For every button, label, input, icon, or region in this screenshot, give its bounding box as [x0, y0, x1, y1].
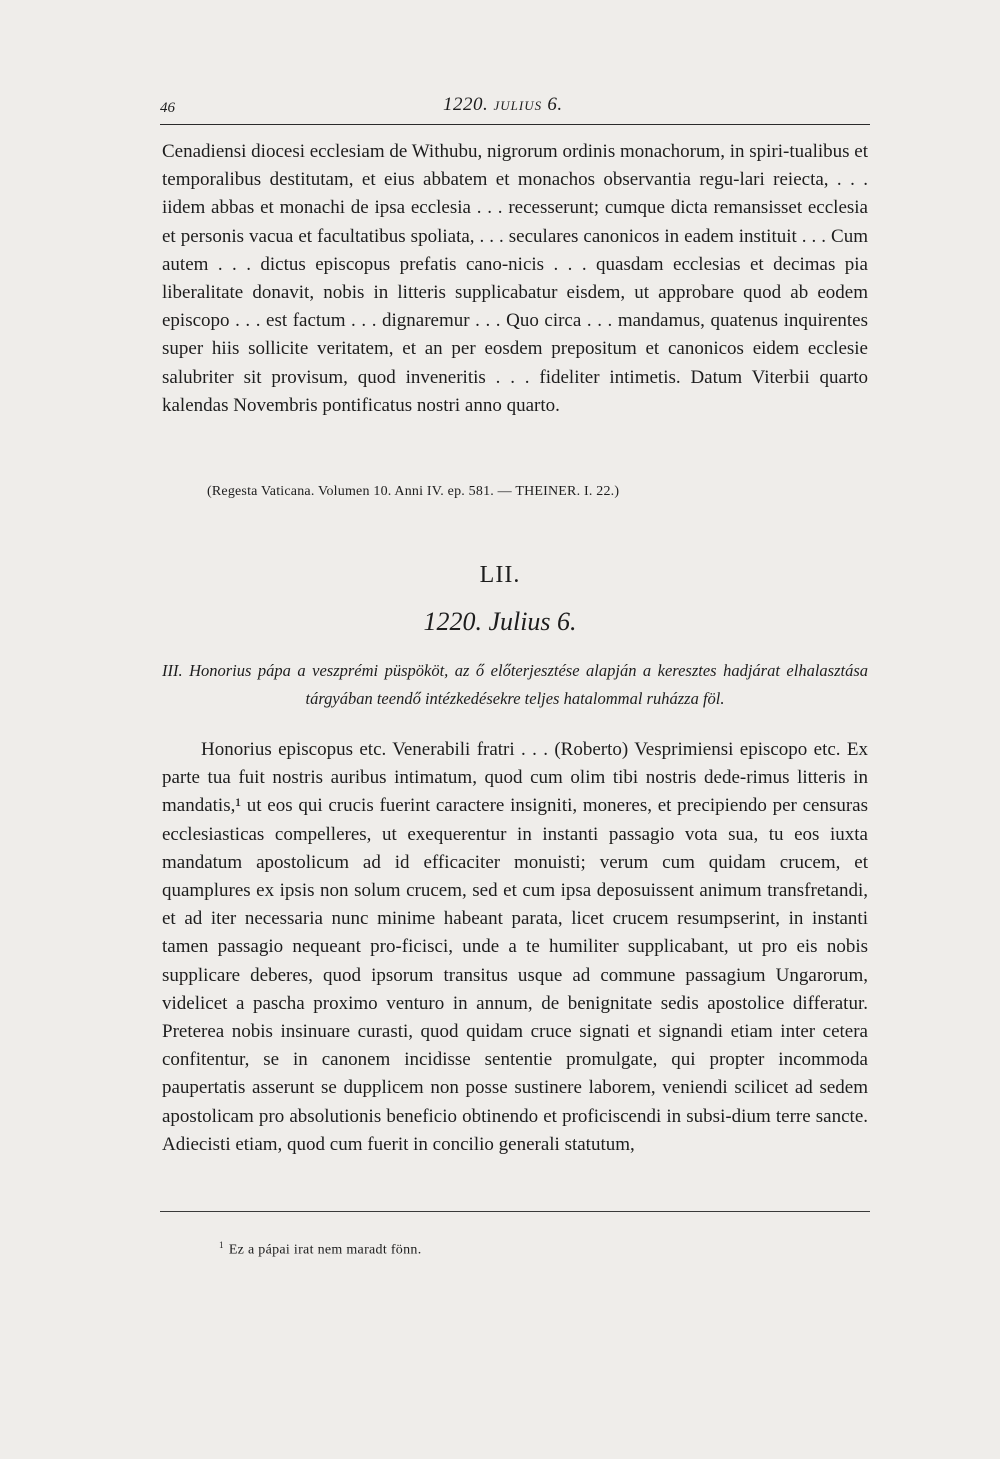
running-head-year: 1220.	[443, 94, 489, 115]
footnote-text: Ez a pápai irat nem maradt fönn.	[228, 1242, 422, 1258]
source-citation: (Regesta Vaticana. Volumen 10. Anni IV. ep. 581. — THEINER. I. 22.)	[207, 484, 620, 499]
page-header	[160, 88, 870, 125]
footnote	[219, 1240, 422, 1259]
document-regest: III. Honorius pápa a veszprémi püspököt, az ő előterjesztése alapján a keresztes hadjárat elhalasztása tárgyában teendő intézkedésekre teljes hatalommal ruházza föl.	[162, 661, 868, 708]
page-number: 46	[160, 100, 175, 116]
document-date: 1220. Julius 6.	[423, 607, 577, 636]
footnote-divider	[160, 1211, 870, 1212]
footnote-marker: 1	[219, 1240, 224, 1250]
running-head-month: JULIUS	[493, 98, 543, 113]
running-head	[443, 94, 563, 116]
document-text: Honorius episcopus etc. Venerabili fratri . . . (Roberto) Vesprimiensi episcopo etc. Ex parte tua fuit nostris auribus intimatum, quod cum olim tibi nostris dede-rimus litteris in mandatis,¹ ut eos qui crucis fuerint caractere insigniti, moneres, et precipiendo per censuras ecclesiasticas compelleres, ut exequerentur in instanti passagio vota sua, tu eos iuxta mandatum apostolicum ad id efficaciter monuisti; verum cum quidam crucem, et quamplures ex ipsis non solum crucem, sed et cum ipsa deposuissent animum transfretandi, et ad iter necessaria nunc minime habeant parata, licet crucem resumpserint, in instanti tamen passagio nequeant pro-ficisci, unde a te humiliter supplicabant, ut pro eis nobis supplicare deberes, quod ipsorum transitus usque ad commune passagium Ungarorum, videlicet a pascha proximo venturo in annum, de benignitate sedis apostolice differatur. Preterea nobis insinuare curasti, quod quidam cruce signati et signandi etiam inter cetera confitentur, se in canonem incidisse sententie promulgate, qui propter incommoda paupertatis asserunt se dupplicem non posse sustinere laborem, veniendi scilicet ad sedem apostolicam pro absolutionis beneficio obtinendo et proficiscendi in subsi-dium terre sancte. Adiecisti etiam, quod cum fuerit in concilio generali statutum,	[162, 739, 868, 1155]
running-head-day: 6.	[547, 94, 563, 115]
document-number: LII.	[479, 562, 521, 588]
continuation-paragraph: Cenadiensi diocesi ecclesiam de Withubu, nigrorum ordinis monachorum, in spiri-tualibus et temporalibus destitutam, et eius abbatem et monachos observantia regu-lari reiecta, . . . iidem abbas et monachi de ipsa ecclesia . . . recesserunt; cumque dicta remansisset ecclesia et personis vacua et facultatibus spoliata, . . . seculares canonicos in eadem instituit . . . Cum autem . . . dictus episcopus prefatis cano-nicis . . . quasdam ecclesias et decimas pia liberalitate donavit, nobis in litteris supplicabatur eisdem, ut approbare quod ab eodem episcopo . . . est factum . . . dignaremur . . . Quo circa . . . mandamus, quatenus inquirentes super hiis sollicite veritatem, et an per eosdem prepositum et canonicos eidem ecclesie salubriter sit provisum, quod inveneritis . . . fideliter intimetis. Datum Viterbii quarto kalendas Novembris pontificatus nostri anno quarto.	[162, 141, 868, 416]
